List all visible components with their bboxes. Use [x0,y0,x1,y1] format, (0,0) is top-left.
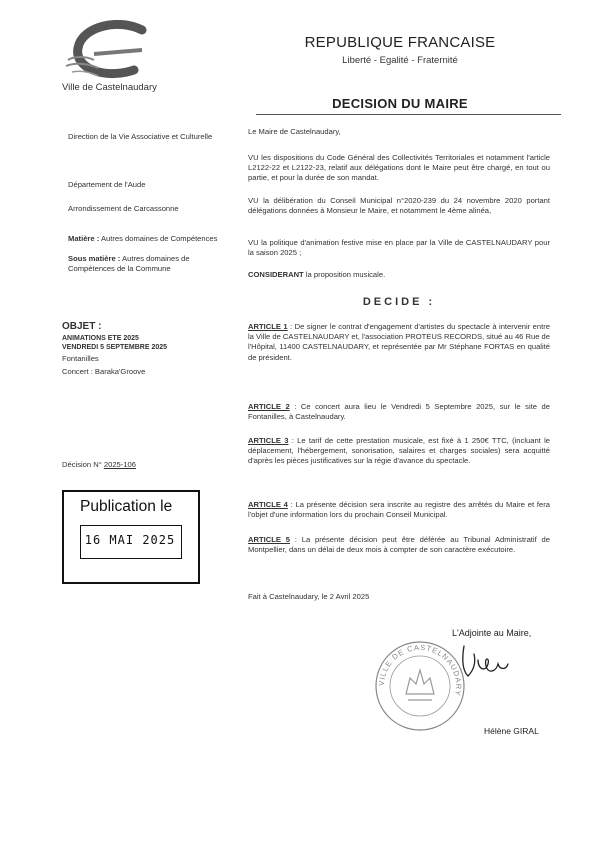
decision-title: DECISION DU MAIRE [332,96,468,111]
sous-matiere [68,254,218,273]
matiere [68,234,218,244]
direction: Direction de la Vie Associative et Culturelle [68,132,213,141]
considerant [248,270,550,280]
signatory-name: Hélène GIRAL [484,726,539,736]
vu-deliberation: VU la délibération du Conseil Municipal n°2020-239 du 24 novembre 2020 portant délégations données à Monsieur le Maire, et notamment le 4ème alinéa, [248,196,550,216]
publication-date: 16 MAI 2025 [84,533,176,547]
article-text: : La présente décision sera inscrite au registre des arrêtés du Maire et fera l'objet d'une information lors du prochain Conseil Municipal. [248,500,550,520]
handwritten-signature [456,640,526,680]
vu-politique: VU la politique d'animation festive mise en place par la Ville de CASTELNAUDARY pour la saison 2025 ; [248,238,550,258]
article-label: ARTICLE 4 [248,500,288,509]
republique-title: REPUBLIQUE FRANCAISE [304,34,496,51]
castelnaudary-logo [64,20,164,82]
sous-matiere-value: Autres domaines de Compétences de la Commune [68,254,190,273]
decision-number-value: 2025-106 [103,460,136,469]
considerant-label: CONSIDERANT [248,270,304,279]
decision-number [62,460,136,470]
republique-motto: Liberté - Egalité - Fraternité [342,55,458,66]
decide-heading: DECIDE : [362,296,436,308]
matiere-label: Matière : [68,234,100,243]
article-4 [248,500,550,520]
article-text: : Le tarif de cette prestation musicale, est fixé à 1 250€ TTC, (incluant le déplacement, l'hébergement, sonorisation, salaires et charges sociales) sera acquitté d'après les pièces justificatives sur la régie d'avance du spectacle. [248,436,550,466]
article-label: ARTICLE 2 [248,402,290,411]
objet-label: OBJET : [62,321,102,332]
article-1 [248,322,550,363]
seal-text: VILLE DE CASTELNAUDARY [376,642,464,698]
departement: Département de l'Aude [68,180,146,189]
article-label: ARTICLE 3 [248,436,289,445]
considerant-text: la proposition musicale. [305,270,386,279]
maire-intro: Le Maire de Castelnaudary, [248,127,341,136]
arrondissement: Arrondissement de Carcassonne [68,204,179,213]
article-label: ARTICLE 1 [248,322,288,331]
objet-line3: Fontanilles [62,354,99,363]
article-text: : De signer le contrat d'engagement d'artistes du spectacle à intervenir entre la Ville de CASTELNAUDARY et, l'association PROTEUS RECORDS, situé au 46 Rue de l'Hôpital, 11400 CASTELNAUDARY, et représentée par Mr Stéphane FORTAS en qualité de président. [248,322,550,362]
sous-matiere-label: Sous matière : [68,254,121,263]
article-text: : Ce concert aura lieu le Vendredi 5 Septembre 2025, sur le site de Fontanilles, à Castelnaudary. [248,402,550,422]
article-2 [248,402,550,422]
vu-cgct: VU les dispositions du Code Général des Collectivités Territoriales et notamment l'article L2122-22 et L2122-23, relatif aux délégations dont le Maire peut être chargé, en tout ou partie, et pour la durée de son mandat. [248,153,550,183]
article-5 [248,535,550,555]
ville-name: Ville de Castelnaudary [62,82,157,93]
concert: Concert : Baraka'Groove [62,367,146,376]
article-3 [248,436,550,467]
decision-number-label: Décision N° [62,460,102,469]
article-text: : La présente décision peut être déférée au Tribunal Administratif de Montpellier, dans un délai de deux mois à compter de son caractère exécutoire. [248,535,550,555]
official-seal-stamp [374,640,466,732]
article-label: ARTICLE 5 [248,535,290,544]
title-rule [256,114,561,115]
publication-label: Publication le [80,498,173,515]
matiere-value: Autres domaines de Compétences [100,234,218,243]
fait-a: Fait à Castelnaudary, le 2 Avril 2025 [248,592,370,601]
objet-line1: ANIMATIONS ETE 2025 [62,335,139,342]
objet-line2: VENDREDI 5 SEPTEMBRE 2025 [62,344,168,351]
signatory-role: L'Adjointe au Maire, [452,628,532,638]
